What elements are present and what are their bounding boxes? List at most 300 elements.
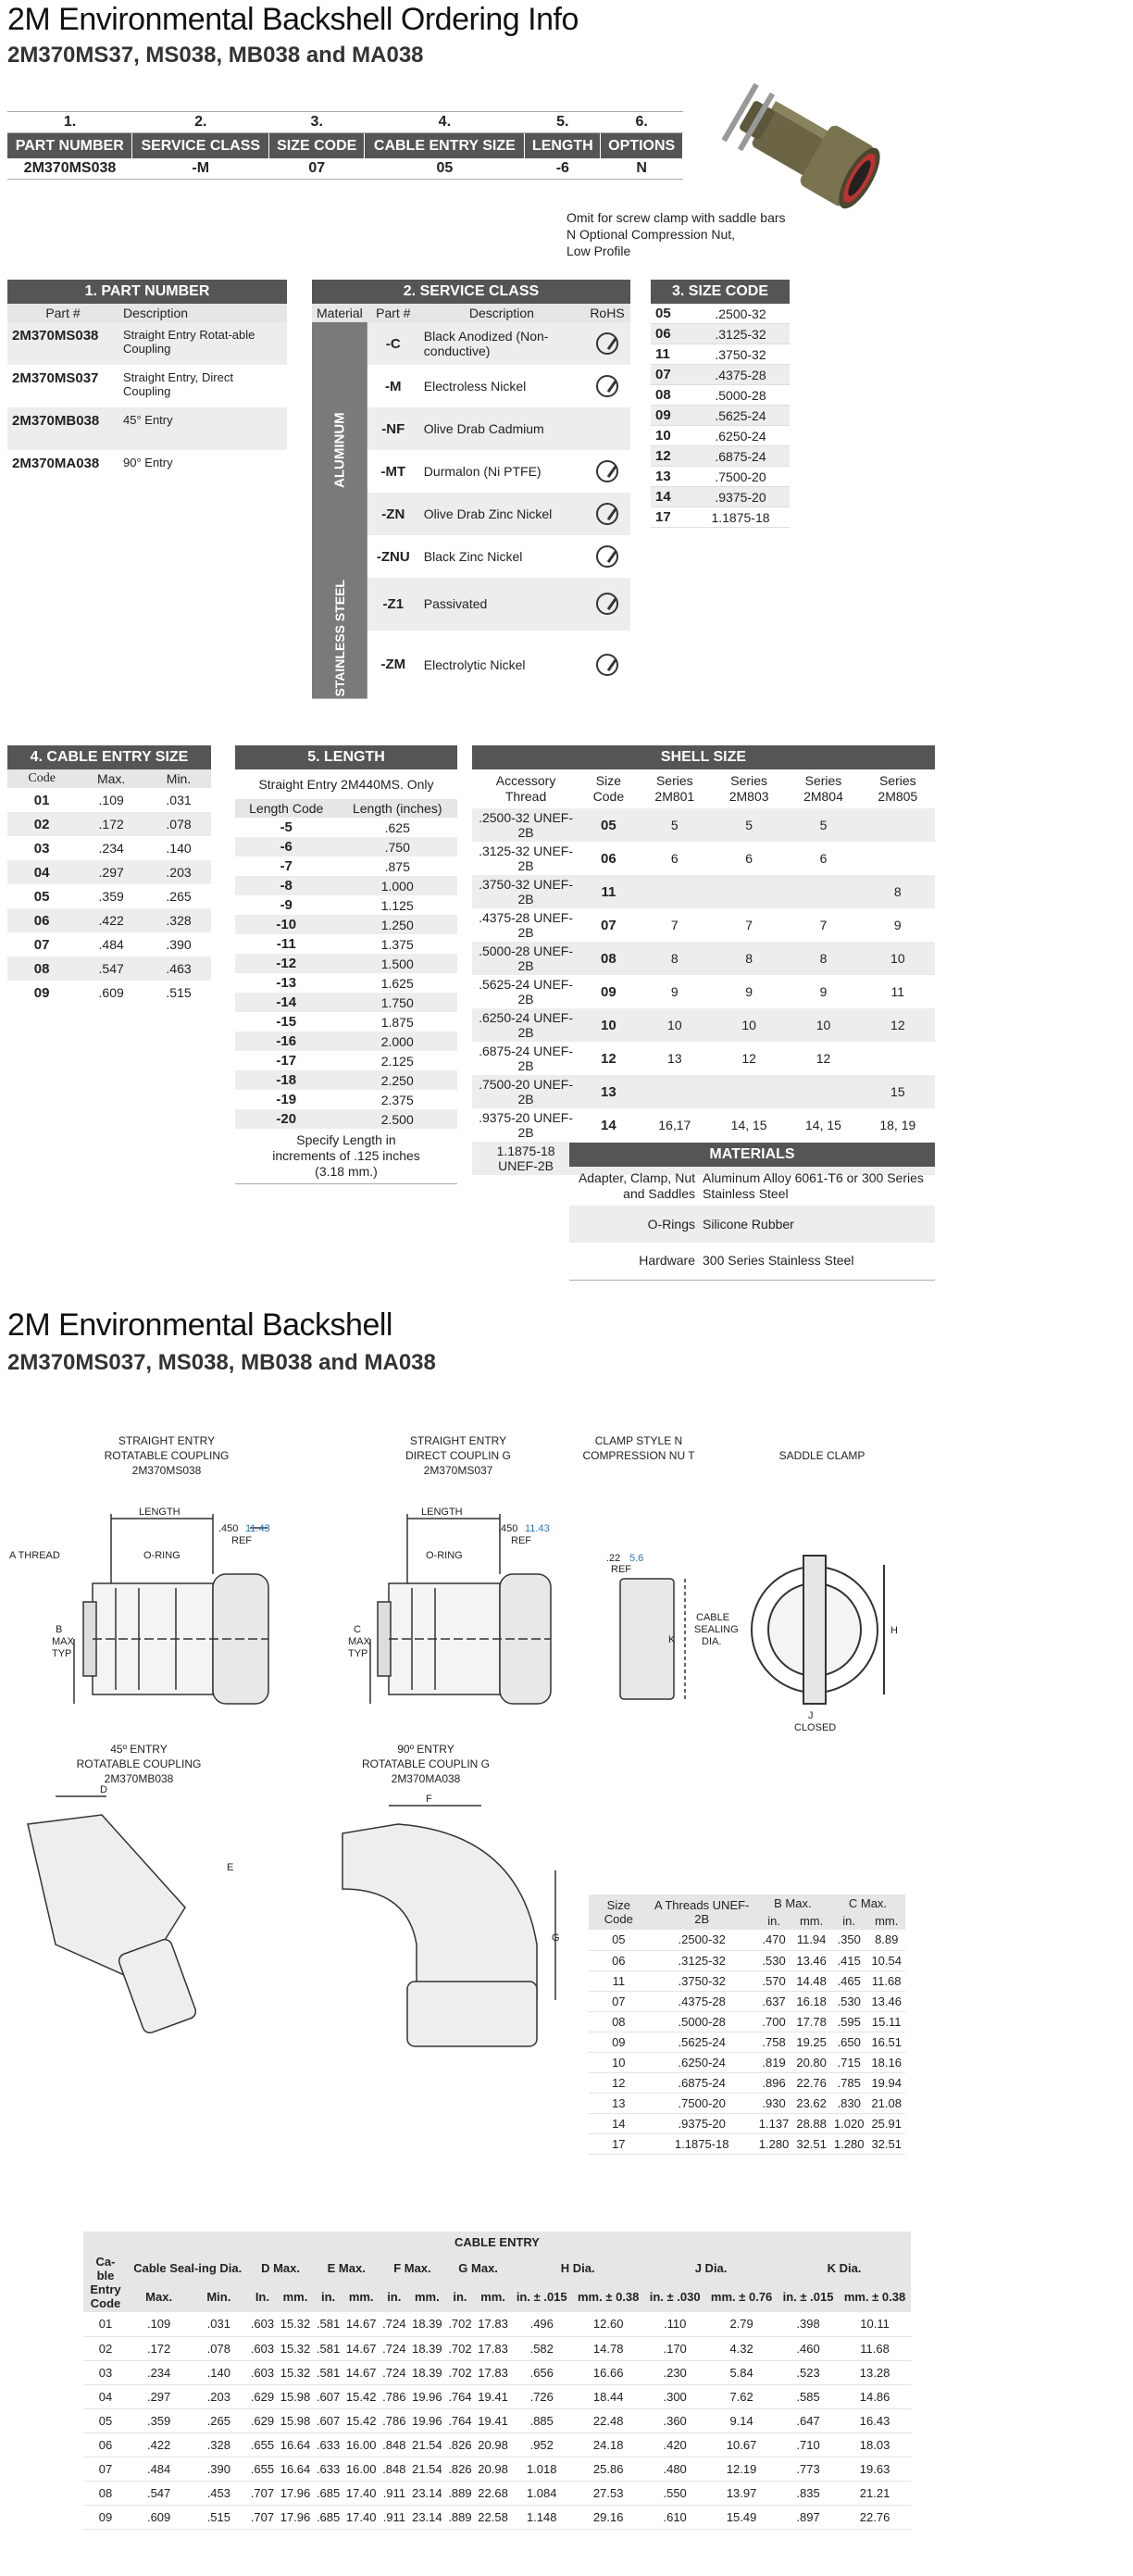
- entry-value: .515: [190, 2505, 247, 2529]
- entry-value: .826: [445, 2457, 475, 2481]
- table-row: [472, 908, 935, 942]
- entry-value: 23.14: [409, 2481, 445, 2505]
- cable-entry-size-table: [7, 745, 211, 1005]
- entry-value: 22.76: [839, 2505, 911, 2529]
- series-value: 8: [670, 951, 679, 966]
- part-description: 45° Entry: [123, 413, 173, 427]
- table-row: [83, 2505, 911, 2529]
- part-number-table: [7, 280, 287, 493]
- ref-label-1: REF: [231, 1535, 252, 1546]
- ref-label-2: REF: [511, 1535, 531, 1546]
- drawing6-caption-3: 2M370MA038: [391, 1772, 461, 1785]
- dimension-value: 16.18: [792, 1991, 830, 2011]
- entry-value: 24.18: [572, 2432, 644, 2457]
- part-description: Straight Entry Rotat-able Coupling: [123, 328, 255, 356]
- size-thread: 1.1875-18: [711, 509, 770, 525]
- section-title: 2M Environmental Backshell: [7, 1307, 392, 1343]
- c-typ-label: TYP: [348, 1648, 368, 1659]
- dimension-value: .7500-20: [649, 2093, 755, 2113]
- size-code-table: [651, 280, 790, 528]
- dimension-value: .4375-28: [649, 1991, 755, 2011]
- dimension-value: 09: [589, 2032, 649, 2052]
- entry-value: 15.42: [343, 2408, 380, 2432]
- unit-header: in. ± .015: [778, 2283, 839, 2312]
- drawing2-caption-3: 2M370MS037: [423, 1464, 493, 1477]
- entry-value: 08: [83, 2481, 128, 2505]
- table-row: [235, 1070, 457, 1090]
- entry-value: 15.32: [277, 2312, 313, 2336]
- entry-value: 06: [83, 2432, 128, 2457]
- table-row: [589, 2052, 905, 2072]
- size-code: 12: [655, 448, 671, 464]
- column-header: Accessory Thread: [495, 773, 556, 804]
- accessory-thread: .3125-32 UNEF-2B: [479, 844, 574, 873]
- column-header: H Dia.: [511, 2253, 644, 2283]
- cable-code: 05: [33, 888, 50, 905]
- entry-value: 17.96: [277, 2481, 313, 2505]
- entry-value: .835: [778, 2481, 839, 2505]
- length-code: -13: [276, 975, 297, 991]
- dimension-value: 14.48: [792, 1970, 830, 1991]
- size-thread: .5000-28: [715, 387, 766, 403]
- table-title: CABLE ENTRY: [83, 2232, 911, 2253]
- cable-code: 04: [33, 864, 50, 881]
- ordering-table: [7, 111, 683, 180]
- table-row: [569, 1206, 935, 1243]
- rohs-cell: [584, 631, 630, 699]
- oring-label-2: O-RING: [426, 1550, 463, 1561]
- length-inches: 1.625: [380, 975, 414, 991]
- dimension-value: .830: [830, 2093, 868, 2113]
- order-example-value: 2M370MS038: [7, 158, 132, 180]
- entry-value: .786: [380, 2408, 409, 2432]
- series-value: 7: [745, 918, 753, 932]
- table-row: [472, 1008, 935, 1042]
- material-part: Adapter, Clamp, Nut and Saddles: [578, 1170, 695, 1201]
- table-row: [7, 769, 211, 788]
- material-part: O-Rings: [647, 1216, 695, 1232]
- size-code: 14: [601, 1117, 616, 1133]
- service-code: -ZNU: [376, 548, 410, 565]
- table-row: [7, 836, 211, 860]
- entry-value: 18.39: [409, 2360, 445, 2384]
- dimension-value: 14: [589, 2113, 649, 2133]
- service-code: -ZN: [381, 506, 405, 522]
- column-header: Series 2M803: [728, 773, 769, 804]
- dimension-value: 22.76: [792, 2072, 830, 2093]
- accessory-thread: 1.1875-18 UNEF-2B: [496, 1144, 555, 1173]
- length-code: -9: [280, 897, 293, 913]
- order-header: SERVICE CLASS: [132, 133, 269, 159]
- entry-value: .603: [247, 2312, 277, 2336]
- entry-value: .656: [511, 2360, 572, 2384]
- order-example-value: -M: [132, 158, 269, 180]
- table-row: [7, 407, 287, 450]
- dimension-value: 12: [589, 2072, 649, 2093]
- entry-value: .609: [128, 2505, 190, 2529]
- dimension-value: 19.94: [867, 2072, 905, 2093]
- unit-header: mm.: [343, 2283, 380, 2312]
- entry-value: 18.03: [839, 2432, 911, 2457]
- column-header: Size Code: [592, 773, 625, 804]
- table-row: [235, 799, 457, 818]
- entry-45-drawing: [28, 1796, 198, 2035]
- order-header: OPTIONS: [601, 133, 683, 159]
- order-step-number: 5.: [525, 112, 601, 133]
- rohs-icon: [596, 654, 618, 676]
- length-code: -6: [280, 839, 293, 855]
- dimension-value: 20.80: [792, 2052, 830, 2072]
- unit-header: In.: [247, 2283, 277, 2312]
- unit-header: in.: [445, 2283, 475, 2312]
- shell-size-table: [472, 745, 935, 1175]
- accessory-thread: .2500-32 UNEF-2B: [479, 810, 574, 840]
- series-value: 6: [819, 851, 828, 866]
- drawing6-caption-1: 90º ENTRY: [397, 1743, 454, 1756]
- dimension-value: 16.51: [867, 2032, 905, 2052]
- part-description: Straight Entry, Direct Coupling: [123, 370, 233, 398]
- dim-label-4: 11.43: [525, 1523, 550, 1534]
- table-row: [651, 385, 790, 406]
- size-code: 10: [655, 428, 671, 444]
- length-inches: 1.000: [380, 878, 414, 894]
- service-code: -C: [385, 335, 401, 352]
- column-header: Min.: [146, 769, 211, 788]
- accessory-thread: .3750-32 UNEF-2B: [479, 877, 574, 907]
- entry-value: 19.41: [475, 2408, 511, 2432]
- entry-value: .297: [128, 2384, 190, 2408]
- dimension-drawings: [0, 1426, 1133, 2074]
- size-thread: .6875-24: [715, 448, 766, 464]
- table-row: [589, 2133, 905, 2154]
- size-dimension-table: [589, 1894, 905, 2155]
- entry-value: .607: [314, 2384, 343, 2408]
- entry-value: .300: [644, 2384, 705, 2408]
- order-step-number: 4.: [365, 112, 525, 133]
- series-value: 5: [745, 818, 753, 832]
- c-max-label: MAX: [348, 1636, 370, 1647]
- table-row: [651, 304, 790, 324]
- entry-value: 10.11: [839, 2312, 911, 2336]
- accessory-thread: .9375-20 UNEF-2B: [479, 1110, 574, 1140]
- rohs-cell: [584, 493, 630, 535]
- service-description: Electrolytic Nickel: [423, 657, 526, 672]
- entry-value: .685: [314, 2505, 343, 2529]
- cable-max: .484: [98, 937, 124, 952]
- cable-max: .109: [98, 793, 124, 807]
- dimension-value: 11.68: [867, 1970, 905, 1991]
- dimension-value: 21.08: [867, 2093, 905, 2113]
- series-value: [786, 1075, 860, 1108]
- column-header: J Dia.: [644, 2253, 778, 2283]
- dimension-value: 1.280: [755, 2133, 793, 2154]
- column-header: Code: [7, 769, 76, 788]
- table-row: [472, 808, 935, 842]
- table-row: [83, 2360, 911, 2384]
- table-row: [472, 745, 935, 769]
- entry-value: 1.148: [511, 2505, 572, 2529]
- table-row: [651, 446, 790, 467]
- size-thread: .5625-24: [715, 407, 766, 423]
- column-header: Size Code: [589, 1894, 649, 1930]
- order-header: LENGTH: [525, 133, 601, 159]
- table-row: [651, 406, 790, 426]
- dimension-value: .819: [755, 2052, 793, 2072]
- material-value: 300 Series Stainless Steel: [703, 1253, 854, 1269]
- entry-value: .710: [778, 2432, 839, 2457]
- table-row: [472, 975, 935, 1008]
- entry-value: 2.79: [705, 2312, 778, 2336]
- dimension-value: 11.94: [792, 1930, 830, 1950]
- series-value: 9: [893, 918, 902, 932]
- table-row: [7, 812, 211, 836]
- drawing4-caption-1: SADDLE CLAMP: [778, 1449, 865, 1462]
- series-value: [638, 1075, 712, 1108]
- entry-value: .460: [778, 2336, 839, 2360]
- column-header: E Max.: [314, 2253, 380, 2283]
- entry-value: 17.83: [475, 2312, 511, 2336]
- series-value: [638, 875, 712, 908]
- table-row: [235, 857, 457, 876]
- drawing3-caption-1: CLAMP STYLE N: [594, 1434, 683, 1447]
- dimension-value: .9375-20: [649, 2113, 755, 2133]
- dimension-value: 07: [589, 1991, 649, 2011]
- drawing2-caption-1: STRAIGHT ENTRY: [409, 1434, 507, 1447]
- entry-value: 15.98: [277, 2384, 313, 2408]
- drawing1-caption-1: STRAIGHT ENTRY: [118, 1434, 216, 1447]
- rohs-cell: [584, 407, 630, 450]
- table-row: [7, 365, 287, 407]
- dimension-value: 25.91: [867, 2113, 905, 2133]
- order-example-value: -6: [525, 158, 601, 180]
- cable-min: .463: [166, 961, 192, 976]
- entry-value: 15.98: [277, 2408, 313, 2432]
- part-number: 2M370MS038: [12, 328, 99, 344]
- length-inches: 1.375: [380, 936, 414, 952]
- entry-value: .707: [247, 2481, 277, 2505]
- length-inches: 1.750: [380, 994, 414, 1010]
- dimension-value: 19.25: [792, 2032, 830, 2052]
- service-description: Olive Drab Cadmium: [423, 421, 544, 436]
- service-code: -M: [385, 378, 402, 394]
- entry-value: 13.28: [839, 2360, 911, 2384]
- service-code: -MT: [380, 463, 406, 480]
- entry-value: 21.54: [409, 2432, 445, 2457]
- entry-value: .897: [778, 2505, 839, 2529]
- table-row: [83, 2457, 911, 2481]
- series-value: 18, 19: [879, 1118, 916, 1132]
- entry-value: 22.58: [475, 2505, 511, 2529]
- dimension-value: .530: [830, 1991, 868, 2011]
- table-row: [83, 2312, 911, 2336]
- b-max-label: MAX: [52, 1636, 74, 1647]
- entry-value: 19.96: [409, 2408, 445, 2432]
- materials-table: [569, 1143, 935, 1284]
- series-value: 6: [745, 851, 753, 866]
- service-class-table: [312, 280, 630, 699]
- size-thread: .3125-32: [715, 326, 766, 342]
- series-value: 14, 15: [730, 1118, 767, 1132]
- dim-label-3: .450: [498, 1523, 518, 1534]
- column-header: Description: [118, 304, 287, 322]
- table-row: [589, 1950, 905, 1970]
- series-value: 13: [667, 1051, 682, 1066]
- table-row: [472, 1042, 935, 1075]
- entry-value: 4.32: [705, 2336, 778, 2360]
- cable-max: .297: [98, 865, 124, 880]
- entry-value: .889: [445, 2481, 475, 2505]
- entry-value: 25.86: [572, 2457, 644, 2481]
- series-value: [861, 808, 935, 842]
- table-row: [651, 280, 790, 304]
- table-row: [235, 895, 457, 915]
- table-row: [589, 2072, 905, 2093]
- table-row: [589, 1930, 905, 1950]
- table-row: [569, 1280, 935, 1284]
- dimension-value: .758: [755, 2032, 793, 2052]
- size-code: 11: [601, 883, 616, 900]
- cable-code: 08: [33, 960, 50, 977]
- entry-value: .702: [445, 2312, 475, 2336]
- cable-min: .031: [166, 793, 192, 807]
- size-code: 05: [601, 817, 616, 833]
- series-value: [861, 1042, 935, 1075]
- rohs-icon: [596, 375, 618, 397]
- e-label: E: [227, 1862, 234, 1873]
- length-note: Specify Length in increments of .125 inches (3.18 mm.): [235, 1129, 457, 1184]
- dimension-value: .465: [830, 1970, 868, 1991]
- unit-header: mm. ± 0.38: [572, 2283, 644, 2312]
- table-row: [651, 365, 790, 385]
- cable-min: .515: [166, 985, 192, 1000]
- unit-header: mm. ± 0.76: [705, 2283, 778, 2312]
- dimension-value: .5625-24: [649, 2032, 755, 2052]
- entry-value: 7.62: [705, 2384, 778, 2408]
- entry-value: .702: [445, 2360, 475, 2384]
- entry-value: 13.97: [705, 2481, 778, 2505]
- service-description: Electroless Nickel: [423, 379, 527, 394]
- table-title: MATERIALS: [569, 1143, 935, 1167]
- entry-value: 21.21: [839, 2481, 911, 2505]
- entry-value: 15.42: [343, 2384, 380, 2408]
- table-row: [589, 1970, 905, 1991]
- series-value: 9: [819, 984, 828, 999]
- column-header: K Dia.: [778, 2253, 911, 2283]
- entry-value: 1.084: [511, 2481, 572, 2505]
- cable-max: .422: [98, 913, 124, 928]
- column-header: F Max.: [380, 2253, 445, 2283]
- entry-value: 23.14: [409, 2505, 445, 2529]
- entry-value: 16.66: [572, 2360, 644, 2384]
- dimension-value: 1.1875-18: [649, 2133, 755, 2154]
- column-header: C Max.: [830, 1894, 905, 1912]
- table-title: 1. PART NUMBER: [7, 280, 287, 304]
- column-header: G Max.: [445, 2253, 511, 2283]
- entry-value: 18.44: [572, 2384, 644, 2408]
- table-row: [312, 578, 630, 631]
- dimension-value: 10: [589, 2052, 649, 2072]
- table-row: [472, 842, 935, 875]
- size-code: 12: [601, 1050, 616, 1067]
- entry-value: .496: [511, 2312, 572, 2336]
- entry-value: .453: [190, 2481, 247, 2505]
- table-row: [83, 2253, 911, 2283]
- service-description: Passivated: [423, 596, 488, 612]
- entry-value: .826: [445, 2432, 475, 2457]
- entry-value: .581: [314, 2336, 343, 2360]
- length-label-1: LENGTH: [139, 1507, 181, 1518]
- table-title: 5. LENGTH: [235, 745, 457, 769]
- series-value: [712, 1075, 786, 1108]
- cable-code: 01: [33, 792, 50, 808]
- dimension-value: 13: [589, 2093, 649, 2113]
- dimension-value: 11: [589, 1970, 649, 1991]
- entry-value: 18.39: [409, 2312, 445, 2336]
- entry-value: 14.67: [343, 2360, 380, 2384]
- table-row: [235, 876, 457, 895]
- accessory-thread: .6875-24 UNEF-2B: [479, 1044, 574, 1073]
- table-row: [235, 818, 457, 837]
- cable-min: .078: [166, 817, 192, 832]
- length-code: -20: [276, 1111, 297, 1127]
- length-inches: 1.125: [380, 897, 414, 913]
- entry-value: .140: [190, 2360, 247, 2384]
- dimension-value: 28.88: [792, 2113, 830, 2133]
- table-row: [235, 1012, 457, 1032]
- entry-value: .109: [128, 2312, 190, 2336]
- entry-value: .360: [644, 2408, 705, 2432]
- entry-value: 27.53: [572, 2481, 644, 2505]
- rohs-icon: [596, 503, 618, 525]
- series-value: 9: [745, 984, 753, 999]
- drawing5-caption-3: 2M370MB038: [104, 1772, 174, 1785]
- column-header: D Max.: [247, 2253, 313, 2283]
- cable-max: .547: [98, 961, 124, 976]
- length-code: -10: [276, 917, 297, 932]
- size-code: 06: [601, 850, 616, 867]
- size-code: 08: [655, 387, 671, 403]
- entry-value: .550: [644, 2481, 705, 2505]
- entry-value: 9.14: [705, 2408, 778, 2432]
- unit-header: mm. ± 0.38: [839, 2283, 911, 2312]
- cable-code: 06: [33, 912, 50, 929]
- entry-value: 22.48: [572, 2408, 644, 2432]
- series-value: 8: [893, 884, 902, 899]
- table-row: [7, 280, 287, 304]
- column-header: Ca-ble Entry Code: [83, 2253, 128, 2312]
- size-thread: .9375-20: [715, 489, 766, 505]
- service-code: -Z1: [382, 595, 405, 612]
- entry-value: 03: [83, 2360, 128, 2384]
- size-code: 14: [655, 489, 671, 505]
- part-number: 2M370MS037: [12, 370, 99, 386]
- cable-min: .390: [166, 937, 192, 952]
- dimension-value: 17: [589, 2133, 649, 2154]
- table-row: [472, 942, 935, 975]
- entry-value: .724: [380, 2312, 409, 2336]
- entry-value: 02: [83, 2336, 128, 2360]
- size-code: 17: [655, 509, 671, 525]
- entry-value: .764: [445, 2408, 475, 2432]
- entry-value: .172: [128, 2336, 190, 2360]
- rohs-cell: [584, 450, 630, 493]
- compression-nut-drawing: [620, 1579, 685, 1699]
- series-value: 7: [819, 918, 828, 932]
- part-number: 2M370MB038: [12, 413, 100, 429]
- column-header: Length Code: [235, 799, 337, 818]
- dimension-value: 15.11: [867, 2011, 905, 2032]
- series-value: 5: [819, 818, 828, 832]
